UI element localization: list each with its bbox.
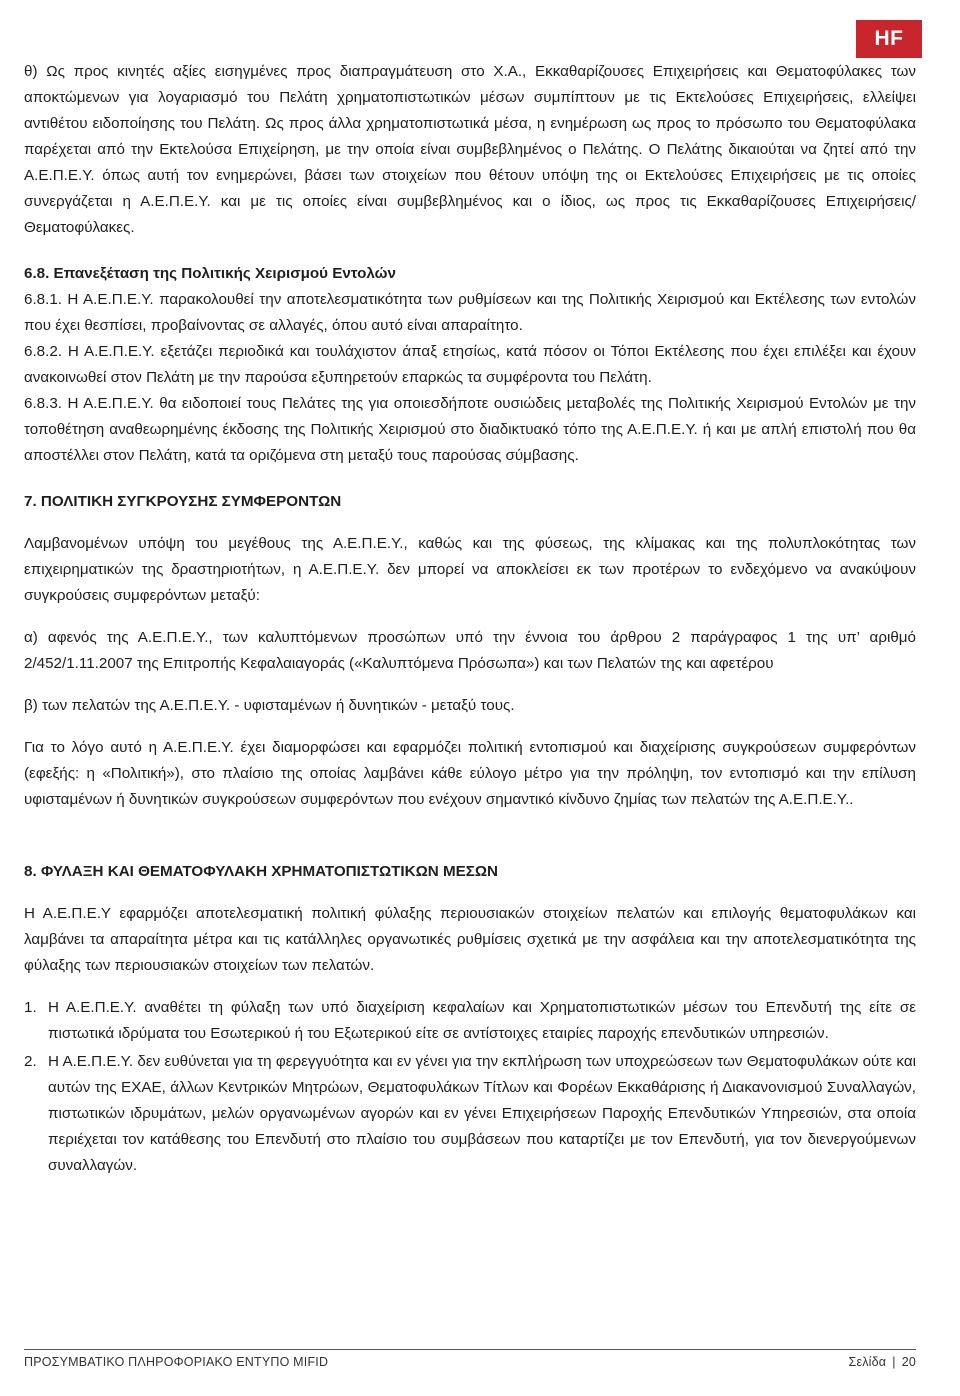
section-6-8-1: 6.8.1. Η Α.Ε.Π.Ε.Υ. παρακολουθεί την αποτελεσματικότητα των ρυθμίσεων και της Πολιτικής Χειρισμού και Εκτέλεσης των εντολών που έχει θεσπίσει, προβαίνοντας σε αλλαγές, όπου αυτό είναι απαραίτητο. xyxy=(24,291,916,334)
footer-page-label: Σελίδα xyxy=(848,1355,887,1369)
section-7-paragraph-b: β) των πελατών της Α.Ε.Π.Ε.Υ. - υφισταμένων ή δυνητικών - μεταξύ τους. xyxy=(24,697,515,714)
section-6-8-3: 6.8.3. Η Α.Ε.Π.Ε.Υ. θα ειδοποιεί τους Πελάτες της για οποιεσδήποτε ουσιώδεις μεταβολές της Πολιτικής Χειρισμού Εντολών με την τοποθέτηση αναθεωρημένης έκδοσης της Πολιτικής Χειρισμού στο διαδικτυακό τόπο της Α.Ε.Π.Ε.Υ. ή και με απλή επιστολή που θα αποστέλλει στον Πελάτη, κατά τα οριζόμενα στη μεταξύ τους παρούσας σύμβασης. xyxy=(24,395,916,464)
section-8-paragraph-1: Η Α.Ε.Π.Ε.Υ εφαρμόζει αποτελεσματική πολιτική φύλαξης περιουσιακών στοιχείων πελατών και επιλογής θεματοφυλάκων και λαμβάνει τα απαραίτητα μέτρα και τις κατάλληλες οργανωτικές ρυθμίσεις σχετικά με την ασφάλεια και την αποτελεσματικότητα της φύλαξης των περιουσιακών στοιχείων των πελατών. xyxy=(24,905,916,974)
list-item-number: 2. xyxy=(24,1053,37,1070)
page-footer xyxy=(24,1352,916,1372)
list-item xyxy=(24,1049,916,1179)
list-item-text: Η Α.Ε.Π.Ε.Υ. αναθέτει τη φύλαξη των υπό διαχείριση κεφαλαίων και Χρηματοπιστωτικών μέσων του Επενδυτή της είτε σε πιστωτικά ιδρύματα του Εσωτερικού ή του Εξωτερικού είτε σε αντίστοιχες εταιρίες παροχής επενδυτικών υπηρεσιών. xyxy=(48,999,916,1042)
section-6-8-2: 6.8.2. Η Α.Ε.Π.Ε.Υ. εξετάζει περιοδικά και τουλάχιστον άπαξ ετησίως, κατά πόσον οι Τόποι Εκτέλεσης που έχει επιλέξει και έχουν ανακοινωθεί στον Πελάτη με την παρούσα εξυπηρετούν επαρκώς τα συμφέροντα του Πελάτη. xyxy=(24,343,916,386)
section-7-paragraph-a: α) αφενός της Α.Ε.Π.Ε.Υ., των καλυπτόμενων προσώπων υπό την έννοια του άρθρου 2 παράγραφος 1 της υπ’ αριθμό 2/452/1.11.2007 της Επιτροπής Κεφαλαιαγοράς («Καλυπτόμενα Πρόσωπα») και των Πελατών της και αφετέρου xyxy=(24,629,916,672)
section-7-paragraph-1: Λαμβανομένων υπόψη του μεγέθους της Α.Ε.Π.Ε.Υ., καθώς και της φύσεως, της κλίμακας και της πολυπλοκότητας των επιχειρηματικών της δραστηριοτήτων, η Α.Ε.Π.Ε.Υ. δεν μπορεί να αποκλείσει εκ των προτέρων το ενδεχόμενο να ανακύψουν συγκρούσεις συμφερόντων μεταξύ: xyxy=(24,535,916,604)
section-7-paragraph-2: Για το λόγο αυτό η Α.Ε.Π.Ε.Υ. έχει διαμορφώσει και εφαρμόζει πολιτική εντοπισμού και διαχείρισης συγκρούσεων συμφερόντων (εφεξής: η «Πολιτική»), στο πλαίσιο της οποίας λαμβάνει κάθε εύλογο μέτρο για την πρόληψη, τον εντοπισμό και την επίλυση υφισταμένων ή δυνητικών συγκρούσεων συμφερόντων που ενέχουν σημαντικό κίνδυνο ζημίας των πελατών της Α.Ε.Π.Ε.Υ.. xyxy=(24,739,916,808)
footer-page-number: 20 xyxy=(901,1355,916,1369)
section-6-8-heading: 6.8. Επανεξέταση της Πολιτικής Χειρισμού Εντολών xyxy=(24,265,396,282)
footer-divider xyxy=(24,1349,916,1350)
section-8-heading: 8. ΦΥΛΑΞΗ ΚΑΙ ΘΕΜΑΤΟΦΥΛΑΚΗ ΧΡΗΜΑΤΟΠΙΣΤΩΤΙΚΩΝ ΜΕΣΩΝ xyxy=(24,863,499,880)
logo-text: HF xyxy=(874,27,904,50)
page-body xyxy=(24,59,916,1181)
list-item xyxy=(24,995,916,1047)
section-7-heading: 7. ΠΟΛΙΤΙΚΗ ΣΥΓΚΡΟΥΣΗΣ ΣΥΜΦΕΡΟΝΤΩΝ xyxy=(24,493,342,510)
hf-logo xyxy=(856,20,922,58)
list-item-number: 1. xyxy=(24,999,37,1016)
footer-document-title: ΠΡΟΣΥΜΒΑΤΙΚΟ ΠΛΗΡΟΦΟΡΙΑΚΟ ΕΝΤΥΠΟ MIFID xyxy=(24,1355,329,1369)
intro-paragraph: θ) Ως προς κινητές αξίες εισηγμένες προς διαπραγμάτευση στο Χ.Α., Εκκαθαρίζουσες Επιχειρήσεις και Θεματοφύλακες των αποκτώμενων για λογαριασμό του Πελάτη χρηματοπιστωτικών μέσων συμπίπτουν με τις Εκτελούσες Επιχειρήσεις, ελλείψει αντιθέτου ειδοποίησης του Πελάτη. Ως προς άλλα χρηματοπιστωτικά μέσα, η ενημέρωση ως προς το πρόσωπο του Θεματοφύλακα παρέχεται από την Εκτελούσα Επιχείρηση, με την οποία είναι συμβεβλημένος ο Πελάτης. Ο Πελάτης δικαιούται να ζητεί από την Α.Ε.Π.Ε.Υ. όπως αυτή τον ενημερώνει, βάσει των στοιχείων που θέτουν υπόψη της οι Εκτελούσες Επιχειρήσεις με τις οποίες συνεργάζεται η Α.Ε.Π.Ε.Υ. και με τις οποίες είναι συμβεβλημένος και ο ίδιος, ως προς τις Εκκαθαρίζουσες Επιχειρήσεις/Θεματοφύλακες. xyxy=(24,63,916,236)
list-item-text: Η Α.Ε.Π.Ε.Υ. δεν ευθύνεται για τη φερεγγυότητα και εν γένει για την εκπλήρωση των υποχρεώσεων των Θεματοφυλάκων ούτε και αυτών της ΕΧΑΕ, άλλων Κεντρικών Μητρώων, Θεματοφυλάκων Τίτλων και Φορέων Εκκαθάρισης ή Διακανονισμού Συναλλαγών, πιστωτικών ιδρυμάτων, μελών οργανωμένων αγορών και εν γένει Επιχειρήσεων Παροχής Επενδυτικών Υπηρεσιών, στα οποία περιέχεται τον κατάθεσης του Επενδυτή στο πλαίσιο του συμβάσεων που καταρτίζει με τον Επενδυτή, για τον διενεργούμενων συναλλαγών. xyxy=(48,1053,916,1174)
section-8-list xyxy=(24,995,916,1179)
footer-page-indicator xyxy=(849,1355,916,1369)
footer-separator: | xyxy=(892,1355,896,1369)
